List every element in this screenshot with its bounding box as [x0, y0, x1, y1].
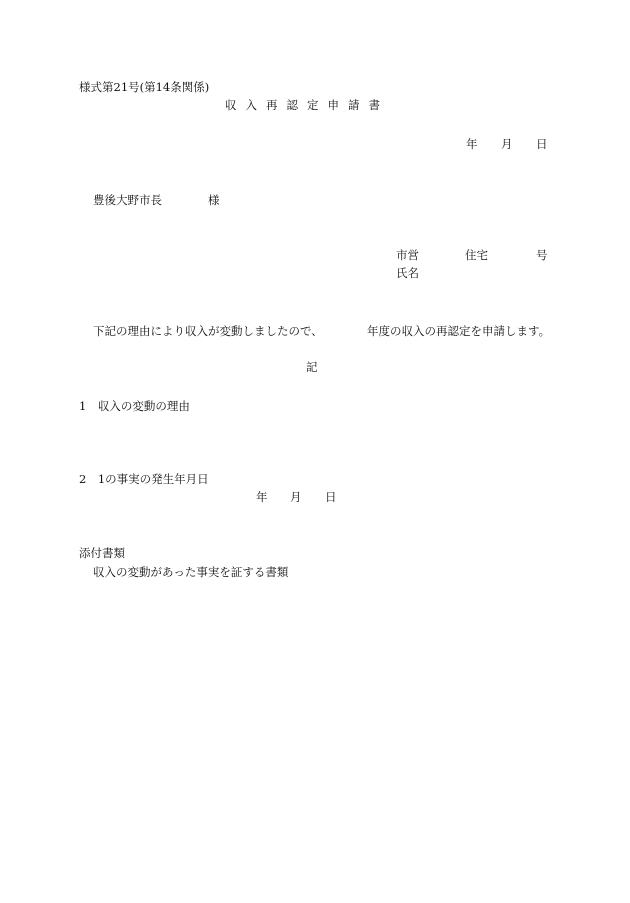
body-text-reason: 下記の理由により収入が変動しましたので、	[93, 324, 323, 338]
attachment-item: 収入の変動があった事実を証する書類	[93, 565, 289, 579]
applicant-address-prefix: 市営	[396, 248, 419, 262]
item-2-label: 2 1の事実の発生年月日	[79, 472, 209, 486]
application-date-month: 月	[501, 137, 513, 151]
occurrence-date-month: 月	[290, 490, 302, 504]
addressee-name: 豊後大野市長	[93, 193, 162, 207]
applicant-name-label: 氏名	[396, 266, 419, 280]
application-date-year: 年	[466, 137, 478, 151]
application-date-day: 日	[536, 137, 548, 151]
form-number: 様式第21号(第14条関係)	[79, 80, 210, 94]
applicant-residence: 住宅	[465, 248, 488, 262]
body-text-request: 年度の収入の再認定を申請します。	[367, 324, 551, 338]
item-1-label: 1 収入の変動の理由	[79, 399, 190, 413]
document-title: 収入再認定申請書	[225, 98, 389, 112]
occurrence-date-year: 年	[256, 490, 268, 504]
addressee-honorific: 様	[208, 193, 220, 207]
ki-heading: 記	[306, 360, 318, 374]
occurrence-date-day: 日	[325, 490, 337, 504]
attachments-heading: 添付書類	[79, 546, 125, 560]
applicant-number-suffix: 号	[536, 248, 548, 262]
